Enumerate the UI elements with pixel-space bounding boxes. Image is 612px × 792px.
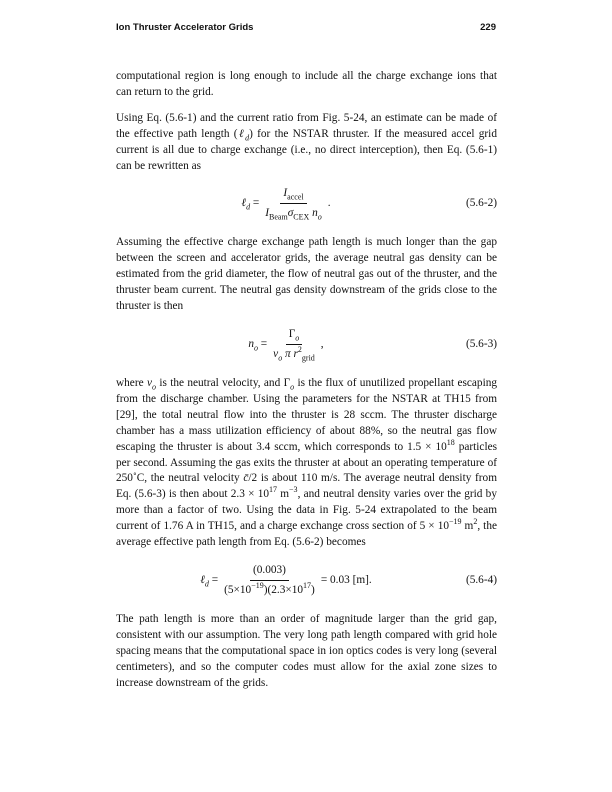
equation-number: (5.6-3) <box>465 337 497 350</box>
equation-5-6-4: ℓ$_d$ = $\frac{(0.003)}{(5\times 10^{-19})(2.3\times 10^{17})}$ = 0.03 [m]. (5.6-4) <box>200 563 497 596</box>
running-header <box>116 22 496 34</box>
paragraph-5: The path length is more than an order of magnitude larger than the grid gap, consistent with our assumption. The very long path length compared with grid hole spacing means that the computational space in ion optics codes is very long (several centimeters), and so the computer codes must allow for the axial zone sizes to increase downstream of the grids. <box>116 612 497 689</box>
paragraph-2: Using Eq. (5.6-1) and the current ratio from Fig. 5-24, an estimate can be made of the effective path length (ℓ$_d$) for the NSTAR thruster. If the measured accel grid current is all due to charge exchange (i.e., no direct interception), then Eq. (5.6-1) can be rewritten as <box>116 111 497 172</box>
equation-5-6-3: $n_o$ = $\frac{\Gamma_o}{v_o \pi r^2_{grid}}$ , (5.6-3) <box>248 327 497 363</box>
paragraph-4: where $v_o$ is the neutral velocity, and $\Gamma_o$ is the flux of unutilized propellant escaping from the discharge chamber. Using the parameters for the NSTAR at TH15 from [29], the total neutral flow into the thruster is 28 sccm. The thruster discharge chamber has a mass utilization efficiency of about 88%, so the neutral gas flow escaping the thruster is about 3.4 sccm, which corresponds to $1.5 \times 10^{18}$ particles per second. Assuming the gas exits the thruster at about an operating temperature of 250˚C, the neutral velocity c̄/2 is about 110 m/s. The average neutral density from Eq. (5.6-3) is then about $2.3 \times 10^{17}$ $m^{-3}$, and neutral density varies over the grid by more than a factor of two. Using the data in Fig. 5-24 extrapolated to the beam current of 1.76 A in TH15, and a charge exchange cross section of $5 \times 10^{-19}$ $m^2$, the average effective path length from Eq. (5.6-2) becomes <box>116 376 498 549</box>
equation-number: (5.6-2) <box>465 197 497 210</box>
equation-5-6-2: ℓ$_d$ = $\frac{I_{accel}}{I_{Beam}\sigma_{CEX} n_o}$ . (5.6-2) <box>241 187 497 222</box>
text-column <box>116 69 497 701</box>
header-title: Ion Thruster Accelerator Grids <box>116 22 254 33</box>
paragraph-1: computational region is long enough to include all the charge exchange ions that can return to the grid. <box>116 70 497 98</box>
equation-number: (5.6-4) <box>465 573 497 586</box>
page-number: 229 <box>480 22 496 33</box>
paragraph-3: Assuming the effective charge exchange path length is much longer than the gap between the screen and accelerator grids, the average neutral gas density can be estimated from the grid diameter, the flow of neutral gas out of the thruster, and the thruster beam current. The neutral gas density downstream of the grids close to the thruster is then <box>116 236 497 313</box>
